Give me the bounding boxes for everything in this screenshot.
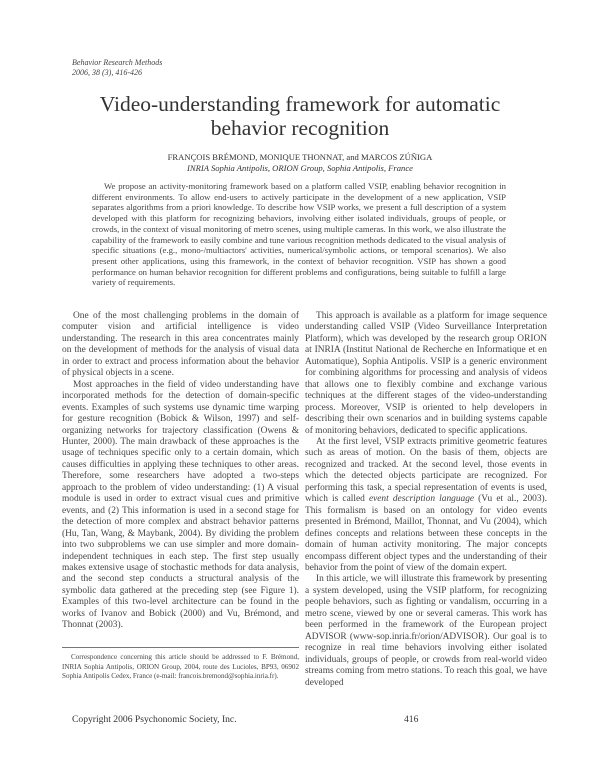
- abstract: We propose an activity-monitoring framework based on a platform called VSIP, enabling behavior recognition in different environments. To allow end-users to actively participate in the development of a new application, VSIP separates algorithms from a priori knowledge. To describe how VSIP works, we present a full description of a system developed with this platform for recognizing behaviors, involving either isolated individuals, groups of people, or crowds, in the context of visual monitoring of metro scenes, using multiple cameras. In this work, we also illustrate the capability of the framework to easily combine and tune various recognition methods dedicated to the visual analysis of specific situations (e.g., mono-/multiactors' activities, numerical/symbolic actions, or temporal scenarios). We also present other applications, using this framework, in the context of behavior recognition. VSIP has shown a good performance on human behavior recognition for different problems and configurations, being suitable to fulfill a large variety of requirements.: [92, 181, 506, 288]
- text: At the first level, VSIP extracts primitive geometric features such as areas of motion. On the basis of them, objects are recognized and tracked. At the second level, those events in which the detected objects participate are recognized. For performing this task, a special representation of events is used, which is called: [305, 436, 547, 505]
- paragraph: This approach is available as a platform for image sequence understanding called VSIP (Video Surveillance Interpretation Platform), which was developed by the research group ORION at INRIA (Institut National de Recherche en Informatique et en Automatique), Sophia Antipolis. VSIP is a generic environment for combining algorithms for processing and analysis of videos that allows one to flexibly combine and exchange various techniques at the different stages of the video-understanding process. Moreover, VSIP is oriented to help developers in describing their own scenarios and in building systems capable of monitoring behaviors, dedicated to specific applications.: [305, 311, 547, 436]
- paper-title: [60, 92, 540, 140]
- footnote: Correspondence concerning this article should be addressed to F. Brémond, INRIA Sophia Antipolis, ORION Group, 2004, route des Lucioles, BP93, 06902 Sophia Antipolis Cedex, France (e-mail: francois.bremond@sophia.inria.fr).: [62, 653, 299, 680]
- left-column: [62, 311, 299, 632]
- journal-citation: 2006, 38 (3), 416-426: [72, 68, 142, 77]
- authors: FRANÇOIS BRÉMOND, MONIQUE THONNAT, and MARCOS ZÚÑIGA: [167, 152, 433, 162]
- italic-term: event description language: [368, 494, 475, 505]
- paragraph: In this article, we will illustrate this framework by presenting a system developed, using the VSIP platform, for recognizing people behaviors, such as fighting or vandalism, occurring in a metro scene, viewed by one or several cameras. This work has been performed in the framework of the European project ADVISOR (www-sop.inria.fr/orion/ADVISOR). Our goal is to recognize in real time behaviors involving either isolated individuals, groups of people, or crowds from real-world video streams coming from metro stations. To reach this goal, we have developed: [305, 574, 547, 688]
- journal-name: Behavior Research Methods: [72, 58, 163, 67]
- copyright: Copyright 2006 Psychonomic Society, Inc.: [72, 714, 237, 725]
- page-number: 416: [404, 714, 419, 725]
- footnote-divider: [62, 647, 299, 648]
- paragraph: Most approaches in the field of video understanding have incorporated methods for the detection of domain-specific events. Examples of such systems use dynamic time warping for gesture recognition (Bobick & Wilson, 1997) and self-organizing networks for trajectory classification (Owens & Hunter, 2000). The main drawback of these approaches is the usage of techniques specific only to a certain domain, which causes difficulties in applying these techniques to other areas. Therefore, some researchers have adopted a two-steps approach to the problem of video understanding: (1) A visual module is used in order to extract visual cues and primitive events, and (2) This information is used in a second stage for the detection of more complex and abstract behavior patterns (Hu, Tan, Wang, & Maybank, 2004). By dividing the problem into two subproblems we can use simpler and more domain-independent techniques in each step. The first step usually makes extensive usage of stochastic methods for data analysis, and the second step conducts a structural analysis of the symbolic data gathered at the preceding step (see Figure 1). Examples of this two-level architecture can be found in the works of Ivanov and Bobick (2000) and Vu, Brémond, and Thonnat (2003).: [62, 379, 299, 631]
- paragraph: One of the most challenging problems in the domain of computer vision and artificial intelligence is video understanding. The research in this area concentrates mainly on the development of methods for the analysis of visual data in order to extract and process information about the behavior of physical objects in a scene.: [62, 311, 299, 379]
- title-line: behavior recognition: [210, 116, 390, 140]
- paragraph: [305, 437, 547, 574]
- right-column: [305, 311, 547, 689]
- text: (Vu et al., 2003). This formalism is based on an ontology for video events presented in Brémond, Maillot, Thonnat, and Vu (2004), which defines concepts and relations between these concepts in the domain of human activity monitoring. The major concepts encompass different object types and the understanding of their behavior from the point of view of the domain expert.: [305, 494, 548, 573]
- title-line: Video-understanding framework for automatic: [99, 92, 501, 116]
- journal-header: [72, 58, 162, 78]
- affiliation: INRIA Sophia Antipolis, ORION Group, Sophia Antipolis, France: [187, 163, 413, 173]
- author-block: [60, 152, 540, 174]
